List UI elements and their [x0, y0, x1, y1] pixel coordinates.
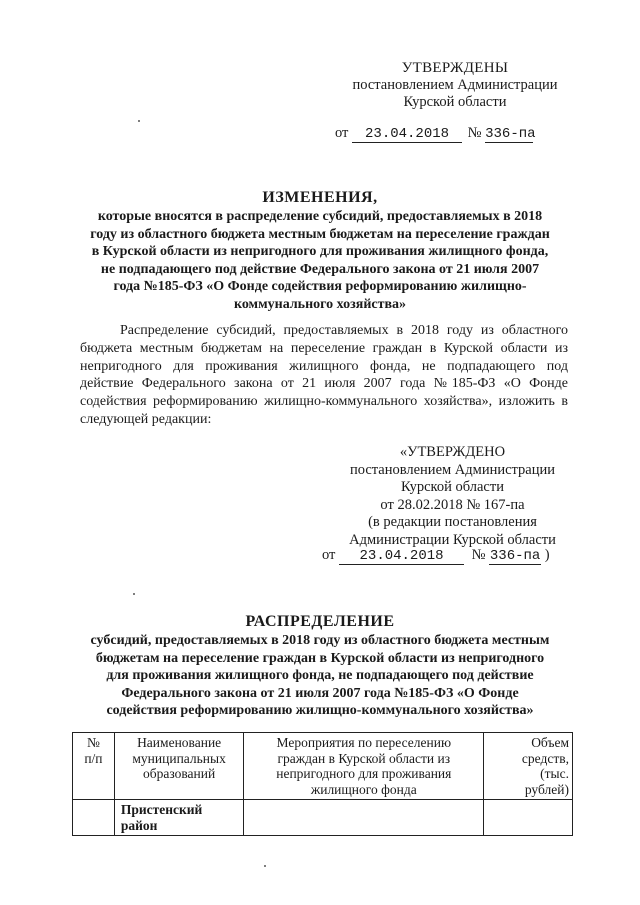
distribution-line: для проживания жилищного фонда, не подпадающего под действие [106, 668, 534, 683]
cell-activity [244, 800, 484, 836]
body-paragraph [80, 322, 568, 429]
changes-line: года №185-ФЗ «О Фонде содействия реформированию жилищно- [113, 279, 527, 294]
number-prefix: № [467, 125, 482, 141]
scan-speck [138, 120, 140, 122]
changes-line: коммунального хозяйства» [233, 296, 407, 312]
approval2-dateline [322, 547, 550, 565]
distribution-line: содействия реформированию жилищно-коммунального хозяйства» [106, 703, 534, 718]
changes-line: в Курской области из непригодного для проживания жилищного фонда, [91, 244, 549, 259]
approval2-number: 336-па [489, 548, 541, 564]
distribution-line: субсидий, предоставляемых в 2018 году из областного бюджета местным [90, 633, 550, 648]
changes-heading: ИЗМЕНЕНИЯ, [262, 189, 378, 206]
approval2-title: «УТВЕРЖДЕНО [399, 444, 506, 460]
approval-title: УТВЕРЖДЕНЫ [401, 60, 509, 76]
body-text: Распределение субсидий, предоставляемых в 2018 году из областного бюджета местным бюджетам на переселение граждан в Курской области из непригодного для проживания жилищного фонда, не подпадающего под действие Федерального закона от 21 июля 2007 года №185-ФЗ «О Фонде содействия реформированию жилищно-коммунального хозяйства», изложить в следующей редакции: [80, 323, 568, 427]
approval-dateline [335, 125, 536, 143]
header-activity: Мероприятия по переселению граждан в Курской области из непригодного для проживания жилищного фонда [244, 733, 484, 800]
approval-region: Курской области [403, 94, 507, 110]
header-num: № п/п [73, 733, 115, 800]
number-prefix: № [471, 547, 486, 563]
cell-num [73, 800, 115, 836]
cell-municipality: Пристенский район [114, 800, 244, 836]
table-row [73, 800, 573, 836]
distribution-line: Федерального закона от 21 июля 2007 года №185-ФЗ «О Фонде [121, 685, 519, 701]
changes-title [70, 188, 570, 313]
approval-authority: постановлением Администрации [352, 77, 558, 93]
closing-paren: ) [544, 547, 550, 563]
cell-amount [484, 800, 573, 836]
approval2-original-date: от 28.02.2018 № 167-па [380, 496, 525, 513]
approval2-date: 23.04.2018 [339, 549, 464, 565]
date-prefix: от [322, 547, 336, 563]
changes-line: которые вносятся в распределение субсидий, предоставляемых в 2018 [97, 209, 543, 224]
distribution-table [72, 732, 573, 836]
approval-block-2 [320, 444, 585, 550]
approval2-authority: постановлением Администрации [349, 461, 556, 478]
approval-number: 336-па [485, 126, 536, 142]
distribution-heading: РАСПРЕДЕЛЕНИЕ [245, 613, 395, 630]
table-header-row [73, 733, 573, 800]
scan-speck [133, 593, 135, 595]
changes-line: году из областного бюджета местным бюджетам на переселение граждан [90, 226, 550, 242]
header-municipality: Наименование муниципальных образований [114, 733, 244, 800]
approval2-region: Курской области [401, 479, 504, 496]
header-amount: Объем средств, (тыс. рублей) [484, 733, 573, 800]
changes-line: не подпадающего под действие Федерального закона от 21 июля 2007 [100, 261, 540, 277]
approval2-edition-authority: Администрации Курской области [349, 531, 556, 548]
approval2-edition-note: (в редакции постановления [368, 514, 537, 531]
distribution-line: бюджетам на переселение граждан в Курской области из непригодного [95, 650, 545, 666]
approval-header [330, 60, 580, 111]
date-prefix: от [335, 125, 349, 141]
approval-date: 23.04.2018 [352, 127, 462, 143]
scan-speck [264, 865, 266, 867]
distribution-title [70, 612, 570, 720]
